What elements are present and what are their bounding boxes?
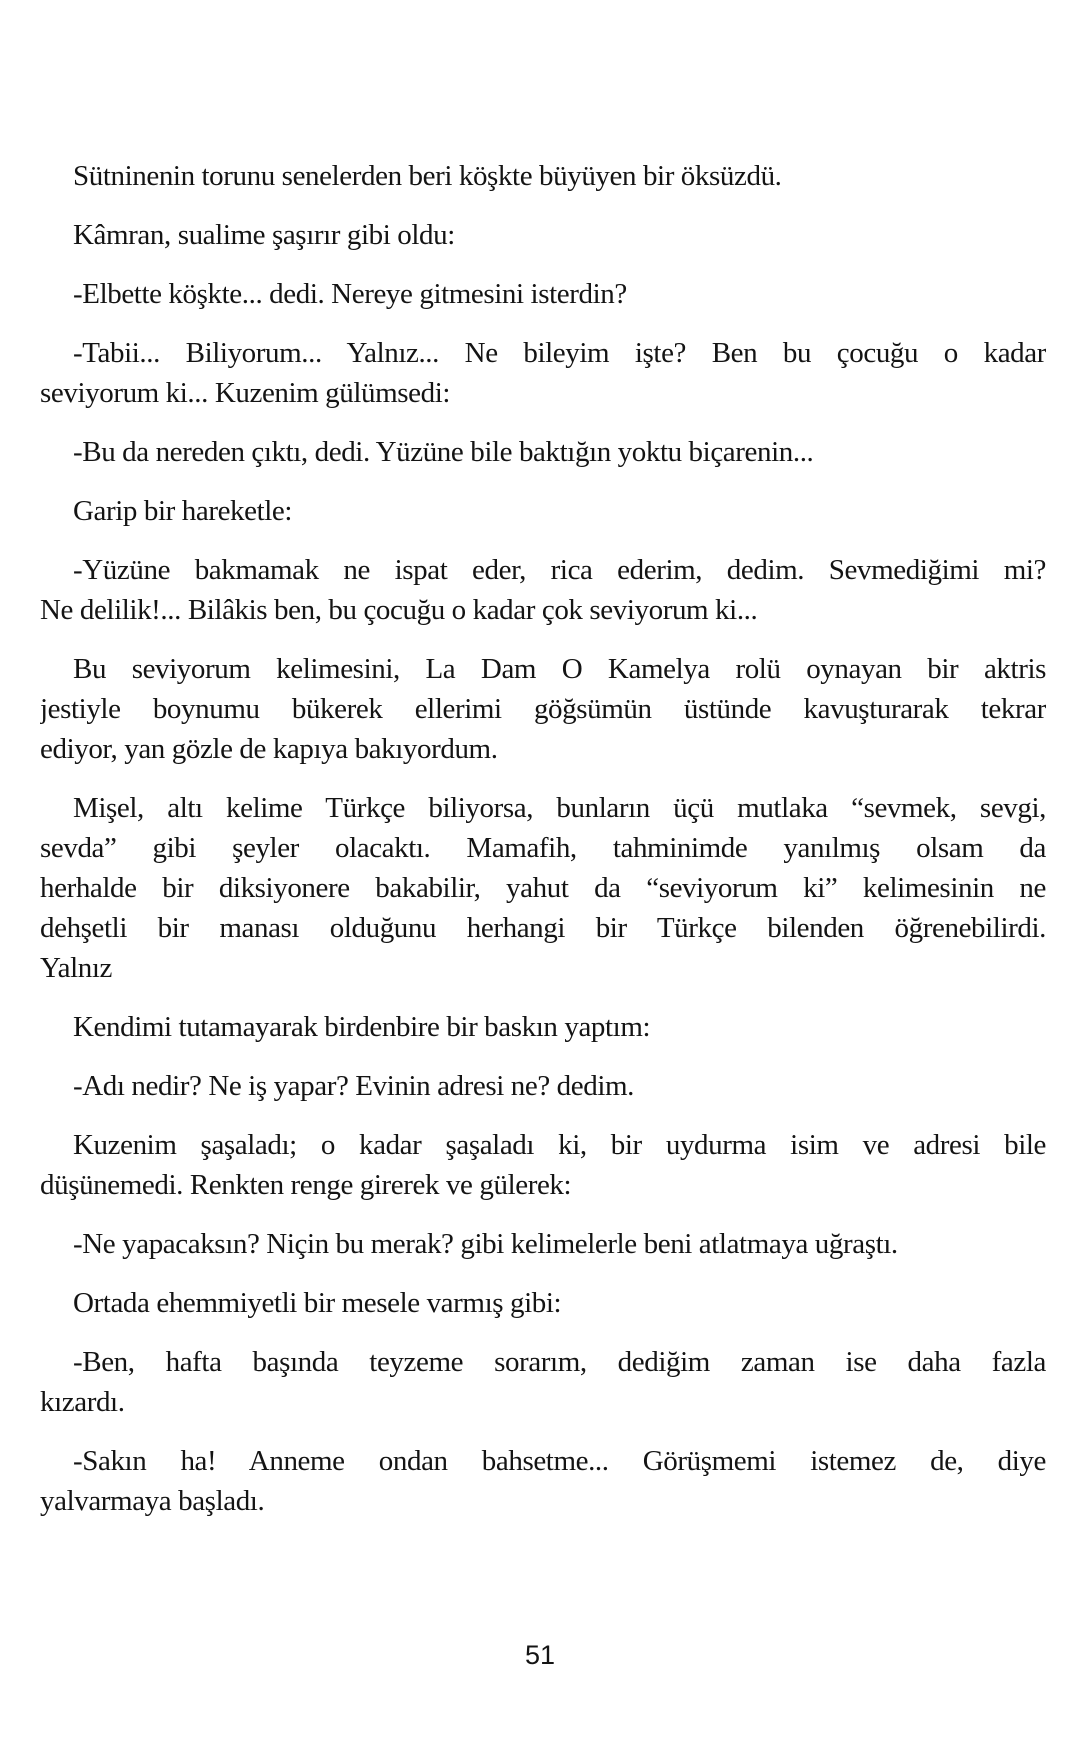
text-line: sevda” gibi şeyler olacaktı. Mamafih, tahminimde yanılmış olsam da: [40, 832, 1046, 864]
text-line: -Tabii... Biliyorum... Yalnız... Ne bileyim işte? Ben bu çocuğu o kadar: [73, 337, 1046, 369]
paragraph: [40, 156, 1046, 196]
paragraph: [40, 491, 1046, 531]
paragraph: [40, 1224, 1046, 1264]
text-line: Bu seviyorum kelimesini, La Dam O Kamelya rolü oynayan bir aktris: [73, 653, 1046, 685]
text-line: yalvarmaya başladı.: [40, 1485, 265, 1517]
text-line: Ortada ehemmiyetli bir mesele varmış gibi:: [73, 1287, 562, 1319]
page-number: 51: [524, 1640, 556, 1670]
page-body-text: [40, 156, 1046, 1540]
paragraph: [40, 1441, 1046, 1521]
text-line: -Yüzüne bakmamak ne ispat eder, rica ederim, dedim. Sevmediğimi mi?: [73, 554, 1046, 586]
text-line: ediyor, yan gözle de kapıya bakıyordum.: [40, 733, 498, 765]
text-line: Kuzenim şaşaladı; o kadar şaşaladı ki, bir uydurma isim ve adresi bile: [73, 1129, 1046, 1161]
paragraph: [40, 1283, 1046, 1323]
text-line: kızardı.: [40, 1386, 125, 1418]
text-line: -Bu da nereden çıktı, dedi. Yüzüne bile baktığın yoktu biçarenin...: [73, 436, 814, 468]
paragraph: [40, 333, 1046, 413]
paragraph: [40, 1066, 1046, 1106]
text-line: -Ne yapacaksın? Niçin bu merak? gibi kelimelerle beni atlatmaya uğraştı.: [73, 1228, 898, 1260]
text-line: Mişel, altı kelime Türkçe biliyorsa, bunların üçü mutlaka “sevmek, sevgi,: [73, 792, 1046, 824]
text-line: Kâmran, sualime şaşırır gibi oldu:: [73, 219, 455, 251]
text-line: seviyorum ki... Kuzenim gülümsedi:: [40, 377, 451, 409]
text-line: dehşetli bir manası olduğunu herhangi bir Türkçe bilenden öğrenebilirdi.: [40, 912, 1046, 944]
text-line: Sütninenin torunu senelerden beri köşkte büyüyen bir öksüzdü.: [73, 160, 782, 192]
text-line: Garip bir hareketle:: [73, 495, 293, 527]
paragraph: [40, 215, 1046, 255]
paragraph: [40, 432, 1046, 472]
text-line: -Ben, hafta başında teyzeme sorarım, dediğim zaman ise daha fazla: [73, 1346, 1046, 1378]
paragraph: [40, 274, 1046, 314]
text-line: jestiyle boynumu bükerek ellerimi göğsümün üstünde kavuşturarak tekrar: [40, 693, 1046, 725]
paragraph: [40, 1007, 1046, 1047]
text-line: Yalnız: [40, 952, 112, 984]
text-line: Ne delilik!... Bilâkis ben, bu çocuğu o kadar çok seviyorum ki...: [40, 594, 758, 626]
paragraph: [40, 649, 1046, 769]
text-line: -Elbette köşkte... dedi. Nereye gitmesini isterdin?: [73, 278, 627, 310]
paragraph: [40, 1125, 1046, 1205]
text-line: Kendimi tutamayarak birdenbire bir baskın yaptım:: [73, 1011, 651, 1043]
text-line: -Sakın ha! Anneme ondan bahsetme... Görüşmemi istemez de, diye: [73, 1445, 1046, 1477]
paragraph: [40, 1342, 1046, 1422]
paragraph: [40, 550, 1046, 630]
text-line: -Adı nedir? Ne iş yapar? Evinin adresi ne? dedim.: [73, 1070, 634, 1102]
text-line: düşünemedi. Renkten renge girerek ve gülerek:: [40, 1169, 572, 1201]
paragraph: [40, 788, 1046, 988]
text-line: herhalde bir diksiyonere bakabilir, yahut da “seviyorum ki” kelimesinin ne: [40, 872, 1046, 904]
